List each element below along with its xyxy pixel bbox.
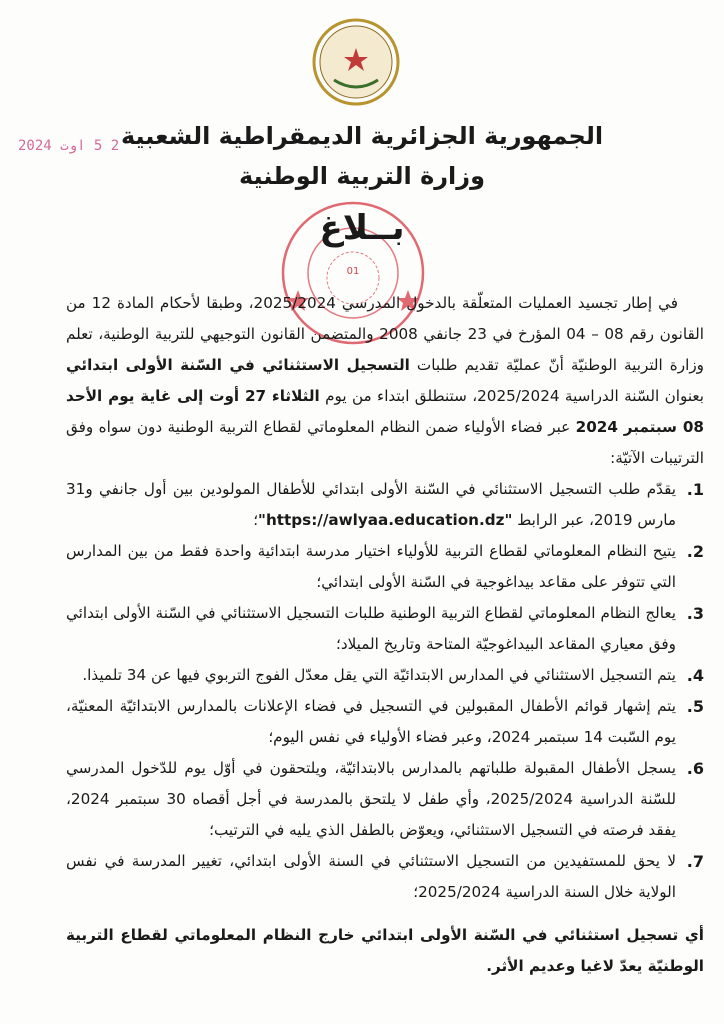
item-number: 7. <box>686 852 704 871</box>
list-item <box>66 846 704 908</box>
item-number: 2. <box>686 542 704 561</box>
intro-text: في إطار تجسيد العمليات المتعلّقة بالدخول المدرسي 2025/2024، وطبقا لأحكام المادة 12 من القانون رقم 08 – 04 المؤرخ في 23 جانفي 2008 والمتضمن القانون التوجيهي للتربية الوطنية، تعلم وزارة التربية الوطنيّة أنّ عمليّة تقديم طلبات <box>66 294 704 374</box>
document-header <box>0 116 724 196</box>
item-text: لا يحق للمستفيدين من التسجيل الاستثنائي في السنة الأولى ابتدائي، تغيير المدرسة في نفس الولاية خلال السنة الدراسية 2025/2024؛ <box>66 852 676 901</box>
seal-number: 01 <box>346 266 360 277</box>
document-title-wrap <box>0 206 724 250</box>
intro-bold-registration: التسجيل الاستثنائي في السّنة الأولى ابتدائي <box>66 356 410 374</box>
document-body <box>66 288 704 982</box>
item-text: يقدّم طلب التسجيل الاستثنائي في السّنة الأولى ابتدائي للأطفال المولودين بين أول جانفي و31 مارس 2019، عبر الرابط <box>66 480 676 529</box>
item-number: 1. <box>686 480 704 499</box>
item-text: يتم إشهار قوائم الأطفال المقبولين في التسجيل في فضاء الإعلانات بالمدارس الابتدائيّة المعنيّة، يوم السّبت 14 سبتمبر 2024، وعبر فضاء الأولياء في نفس اليوم؛ <box>66 697 676 746</box>
intro-text: عبر فضاء الأولياء ضمن النظام المعلوماتي لقطاع التربية الوطنية دون سواه وفق الترتيبات الآتيّة: <box>66 418 704 467</box>
intro-text: بعنوان السّنة الدراسية 2025/2024، ستنطلق ابتداء من يوم <box>319 387 704 405</box>
registration-link[interactable]: "https://awlyaa.education.dz" <box>258 511 513 529</box>
item-number: 3. <box>686 604 704 623</box>
list-item <box>66 753 704 846</box>
item-text: ؛ <box>253 511 259 529</box>
document-title: بــلاغ <box>319 208 405 248</box>
intro-paragraph <box>66 288 704 474</box>
arrangements-list <box>66 474 704 908</box>
item-number: 6. <box>686 759 704 778</box>
item-number: 4. <box>686 666 704 685</box>
list-item <box>66 691 704 753</box>
list-item <box>66 474 704 536</box>
ministry-name: وزارة التربية الوطنية <box>238 162 486 190</box>
list-item <box>66 660 704 691</box>
national-emblem <box>312 18 400 106</box>
list-item <box>66 598 704 660</box>
item-text: يسجل الأطفال المقبولة طلباتهم بالمدارس بالابتدائيّة، ويلتحقون في أوّل يوم للدّخول المدرسي للسّنة الدراسية 2025/2024، وأي طفل لا يلتحق بالمدرسة في أجل أقصاه 30 سبتمبر 2024، يفقد فرصته في التسجيل الاستثنائي، ويعوّض بالطفل الذي يليه في الترتيب؛ <box>66 759 676 839</box>
item-text: يتيح النظام المعلوماتي لقطاع التربية للأولياء اختيار مدرسة ابتدائية واحدة فقط من بين المدارس التي تتوفر على مقاعد بيداغوجية في السّنة الأولى ابتدائي؛ <box>66 542 676 591</box>
closing-statement: أي تسجيل استثنائي في السّنة الأولى ابتدائي خارج النظام المعلوماتي لقطاع التربية الوطنيّة يعدّ لاغيا وعديم الأثر. <box>66 926 704 975</box>
list-item <box>66 536 704 598</box>
item-number: 5. <box>686 697 704 716</box>
item-text: يتم التسجيل الاستثنائي في المدارس الابتدائيّة التي يقل معدّل الفوج التربوي فيها عن 34 تلميذا. <box>82 666 676 684</box>
republic-name: الجمهورية الجزائرية الديمقراطية الشعبية <box>120 122 604 150</box>
date-stamp: 2 5 اوت 2024 <box>18 138 120 154</box>
intro-bold-dates: الثلاثاء 27 أوت إلى غاية يوم الأحد 08 سبتمبر 2024 <box>66 387 704 436</box>
item-text: يعالج النظام المعلوماتي لقطاع التربية الوطنية طلبات التسجيل الاستثنائي في السّنة الأولى ابتدائي وفق معياري المقاعد البيداغوجيّة المتاحة وتاريخ الميلاد؛ <box>66 604 676 653</box>
